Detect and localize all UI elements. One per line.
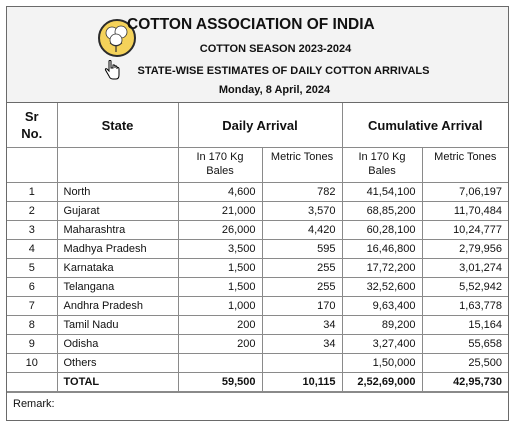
total-daily-tones: 10,115 [262, 373, 342, 392]
row-daily-tones: 34 [262, 335, 342, 354]
row-cumulative-bales: 32,52,600 [342, 278, 422, 297]
col-state: State [57, 103, 178, 148]
row-daily-tones [262, 354, 342, 373]
col-sr-no: Sr No. [7, 103, 57, 148]
row-cumulative-tones: 10,24,777 [422, 221, 508, 240]
row-cumulative-tones: 1,63,778 [422, 297, 508, 316]
row-sr-no: 5 [7, 259, 57, 278]
row-cumulative-bales: 17,72,200 [342, 259, 422, 278]
row-state: Odisha [57, 335, 178, 354]
row-state: Tamil Nadu [57, 316, 178, 335]
row-sr-no: 2 [7, 202, 57, 221]
row-sr-no: 6 [7, 278, 57, 297]
row-cumulative-bales: 1,50,000 [342, 354, 422, 373]
total-label: TOTAL [57, 373, 178, 392]
col-daily-arrival: Daily Arrival [178, 103, 342, 148]
row-daily-bales [178, 354, 262, 373]
row-cumulative-tones: 25,500 [422, 354, 508, 373]
row-sr-no: 3 [7, 221, 57, 240]
season-title: COTTON SEASON 2023-2024 [199, 43, 352, 55]
subheader-daily-tones: Metric Tones [262, 148, 342, 183]
row-cumulative-tones: 11,70,484 [422, 202, 508, 221]
total-cumulative-tones: 42,95,730 [422, 373, 508, 392]
row-daily-tones: 170 [262, 297, 342, 316]
row-cumulative-tones: 15,164 [422, 316, 508, 335]
row-daily-bales: 3,500 [178, 240, 262, 259]
remark-label: Remark: [7, 392, 508, 416]
row-daily-tones: 255 [262, 259, 342, 278]
total-cumulative-bales: 2,52,69,000 [342, 373, 422, 392]
row-sr-no: 9 [7, 335, 57, 354]
row-sr-no: 4 [7, 240, 57, 259]
table-row [7, 335, 508, 354]
row-state: Karnataka [57, 259, 178, 278]
row-state: Andhra Pradesh [57, 297, 178, 316]
subheader-daily-bales: In 170 Kg Bales [178, 148, 262, 183]
row-daily-tones: 34 [262, 316, 342, 335]
total-sr [7, 373, 57, 392]
report-subtitle: STATE-WISE ESTIMATES OF DAILY COTTON ARRIVALS [137, 65, 430, 77]
row-state: Telangana [57, 278, 178, 297]
row-daily-bales: 1,500 [178, 278, 262, 297]
row-sr-no: 8 [7, 316, 57, 335]
row-cumulative-tones: 2,79,956 [422, 240, 508, 259]
row-cumulative-bales: 41,54,100 [342, 183, 422, 202]
table-row [7, 183, 508, 202]
row-cumulative-bales: 9,63,400 [342, 297, 422, 316]
row-cumulative-tones: 5,52,942 [422, 278, 508, 297]
row-daily-bales: 1,500 [178, 259, 262, 278]
table-row [7, 354, 508, 373]
row-sr-no: 1 [7, 183, 57, 202]
row-state: North [57, 183, 178, 202]
subheader-empty [7, 148, 57, 183]
table-row [7, 240, 508, 259]
row-cumulative-bales: 68,85,200 [342, 202, 422, 221]
col-cumulative-arrival: Cumulative Arrival [342, 103, 508, 148]
row-daily-tones: 595 [262, 240, 342, 259]
row-cumulative-bales: 89,200 [342, 316, 422, 335]
row-sr-no: 7 [7, 297, 57, 316]
row-daily-bales: 4,600 [178, 183, 262, 202]
report-date: Monday, 8 April, 2024 [218, 84, 331, 96]
subheader-cumulative-tones: Metric Tones [422, 148, 508, 183]
report-header [7, 7, 508, 103]
subheader-cumulative-bales: In 170 Kg Bales [342, 148, 422, 183]
table-row [7, 221, 508, 240]
row-daily-bales: 1,000 [178, 297, 262, 316]
row-cumulative-bales: 16,46,800 [342, 240, 422, 259]
row-state: Gujarat [57, 202, 178, 221]
report-frame [6, 6, 509, 421]
table-row [7, 259, 508, 278]
row-daily-tones: 4,420 [262, 221, 342, 240]
row-cumulative-tones: 55,658 [422, 335, 508, 354]
row-daily-bales: 21,000 [178, 202, 262, 221]
total-row [7, 373, 508, 392]
row-sr-no: 10 [7, 354, 57, 373]
row-daily-tones: 782 [262, 183, 342, 202]
row-cumulative-tones: 7,06,197 [422, 183, 508, 202]
table-row [7, 278, 508, 297]
total-daily-bales: 59,500 [178, 373, 262, 392]
row-daily-bales: 200 [178, 335, 262, 354]
row-state: Madhya Pradesh [57, 240, 178, 259]
row-daily-bales: 26,000 [178, 221, 262, 240]
row-daily-tones: 255 [262, 278, 342, 297]
row-state: Others [57, 354, 178, 373]
row-cumulative-tones: 3,01,274 [422, 259, 508, 278]
org-title: COTTON ASSOCIATION OF INDIA [127, 16, 375, 33]
table-row [7, 316, 508, 335]
subheader-empty [57, 148, 178, 183]
row-cumulative-bales: 60,28,100 [342, 221, 422, 240]
table-row [7, 202, 508, 221]
row-daily-bales: 200 [178, 316, 262, 335]
row-state: Maharashtra [57, 221, 178, 240]
table-row [7, 297, 508, 316]
row-daily-tones: 3,570 [262, 202, 342, 221]
row-cumulative-bales: 3,27,400 [342, 335, 422, 354]
arrivals-table [7, 103, 508, 392]
